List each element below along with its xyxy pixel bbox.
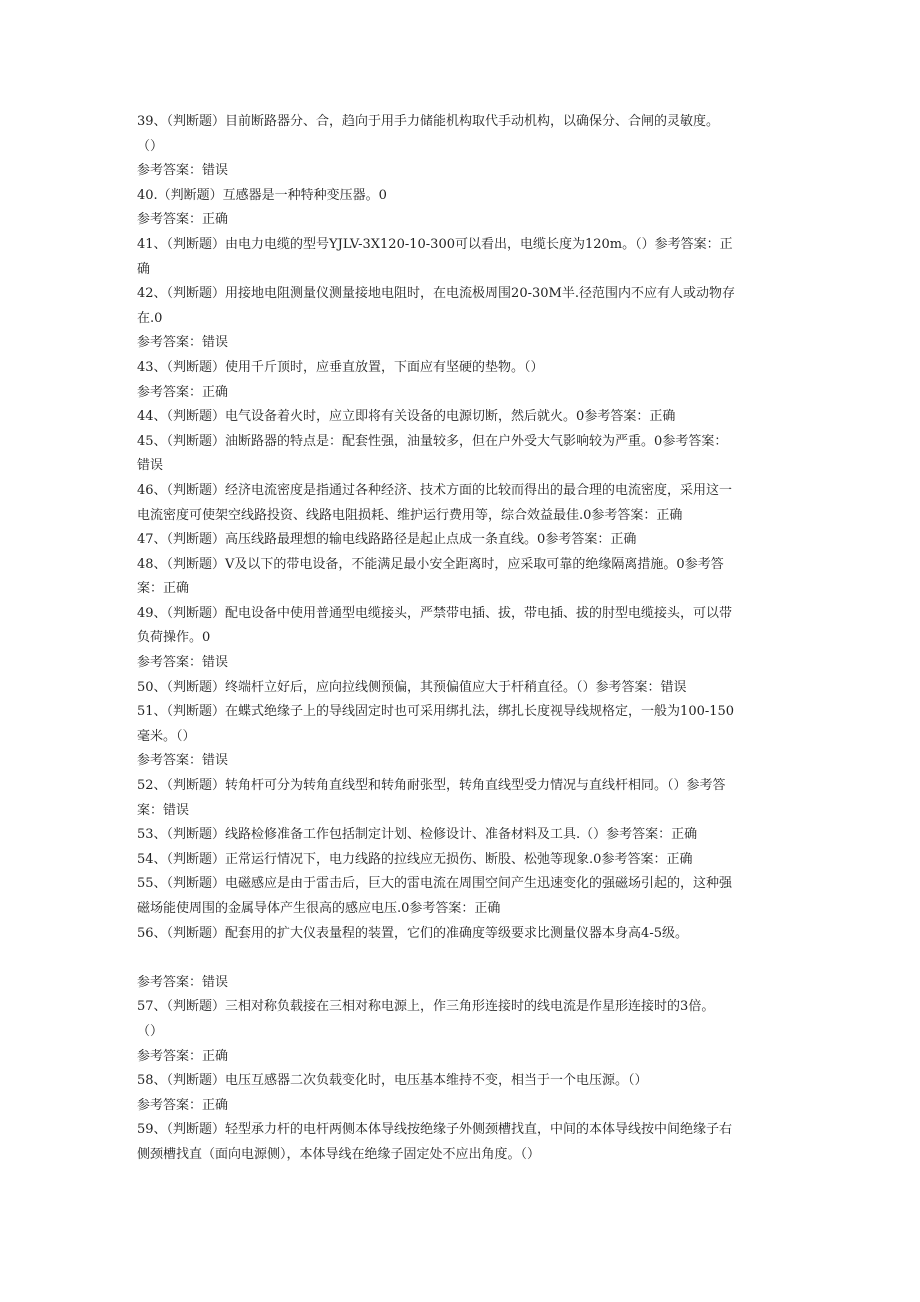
- text-line: 在.0: [137, 310, 163, 326]
- text-line: 51、（判断题）在蝶式绝缘子上的导线固定时也可采用绑扎法，绑扎长度视导线规格定，一般为100-150: [137, 704, 735, 720]
- answer-line: 参考答案：错误: [137, 335, 229, 351]
- text-line: 侧颈槽找直（面向电源侧），本体导线在绝缘子固定处不应出角度。（）: [137, 1146, 541, 1162]
- text-line: 47、（判断题）高压线路最理想的输电线路路径是起止点成一条直线。0参考答案：正确: [137, 532, 637, 548]
- text-line: 48、（判断题）V及以下的带电设备，不能满足最小安全距离时，应采取可靠的绝缘隔离措施。0参考答: [137, 556, 724, 572]
- text-line: 44、（判断题）电气设备着火时，应立即将有关设备的电源切断，然后就火。0参考答案：正确: [137, 409, 676, 425]
- document-body: [137, 110, 787, 1168]
- text-line: 案：错误: [137, 802, 190, 818]
- text-line: 46、（判断题）经济电流密度是指通过各种经济、技术方面的比较而得出的最合理的电流密度，采用这一: [137, 482, 733, 498]
- text-line: 57、（判断题）三相对称负载接在三相对称电源上，作三角形连接时的线电流是作星形连接时的3倍。: [137, 999, 715, 1015]
- text-line: [137, 946, 787, 971]
- text-line: 40.（判断题）互感器是一种特种变压器。0: [137, 187, 387, 203]
- text-line: 39、（判断题）目前断路器分、合，趋向于用手力储能机构取代手动机构，以确保分、合闸的灵敏度。: [137, 114, 720, 129]
- text-line: 59、（判断题）轻型承力杆的电杆两侧本体导线按绝缘子外侧颈槽找直，中间的本体导线按中间绝缘子右: [137, 1122, 733, 1138]
- answer-line: 参考答案：正确: [137, 384, 229, 400]
- text-line: 确: [137, 261, 151, 277]
- text-line: 54、（判断题）正常运行情况下，电力线路的拉线应无损伤、断股、松弛等现象.0参考答案：正确: [137, 851, 693, 867]
- text-line: 41、（判断题）由电力电缆的型号YJLV-3X120-10-300可以看出，电缆长度为120m。（）参考答案：正: [137, 236, 733, 252]
- text-line: 负荷操作。0: [137, 630, 211, 646]
- answer-line: 参考答案：错误: [137, 655, 229, 671]
- text-line: 42、（判断题）用接地电阻测量仪测量接地电阻时，在电流极周围20-30M半.径范围内不应有人或动物存: [137, 286, 735, 302]
- answer-line: 参考答案：正确: [137, 1048, 229, 1064]
- answer-line: 参考答案：错误: [137, 974, 229, 990]
- answer-line: 参考答案：正确: [137, 212, 229, 228]
- text-line: 43、（判断题）使用千斤顶时，应垂直放置，下面应有坚硬的垫物。（）: [137, 359, 544, 375]
- text-line: 50、（判断题）终端杆立好后，应向拉线侧预偏，其预偏值应大于杆稍直径。（）参考答案：错误: [137, 679, 687, 695]
- text-line: 55、（判断题）电磁感应是由于雷击后，巨大的雷电流在周围空间产生迅速变化的强磁场引起的，这种强: [137, 876, 733, 892]
- text-line: 56、（判断题）配套用的扩大仪表量程的装置，它们的准确度等级要求比测量仪器本身高4-5级。: [137, 925, 688, 941]
- text-line: 电流密度可使架空线路投资、线路电阻损耗、维护运行费用等，综合效益最佳.0参考答案：正确: [137, 507, 683, 523]
- answer-line: 参考答案：正确: [137, 1097, 229, 1113]
- text-line: 磁场能使周围的金属导体产生很高的感应电压.0参考答案：正确: [137, 901, 501, 916]
- text-line: 52、（判断题）转角杆可分为转角直线型和转角耐张型，转角直线型受力情况与直线杆相同。（）参考答: [137, 778, 726, 794]
- text-line: 毫米。（）: [137, 728, 196, 744]
- answer-line: 参考答案：错误: [137, 753, 229, 769]
- text-line: 58、（判断题）电压互感器二次负载变化时，电压基本维持不变，相当于一个电压源。（）: [137, 1073, 648, 1089]
- text-line: （）: [137, 1023, 164, 1039]
- text-line: 错误: [137, 458, 164, 474]
- text-line: 案：正确: [137, 581, 190, 597]
- text-line: 53、（判断题）线路检修准备工作包括制定计划、检修设计、准备材料及工具.（）参考答案：正确: [137, 827, 698, 843]
- text-line: 49、（判断题）配电设备中使用普通型电缆接头，严禁带电插、拔，带电插、拔的肘型电缆接头，可以带: [137, 605, 733, 621]
- text-line: 45、（判断题）油断路器的特点是：配套性强，油量较多，但在户外受大气影响较为严重。0参考答案：: [137, 433, 728, 449]
- text-line: （）: [137, 138, 164, 154]
- answer-line: 参考答案：错误: [137, 163, 229, 179]
